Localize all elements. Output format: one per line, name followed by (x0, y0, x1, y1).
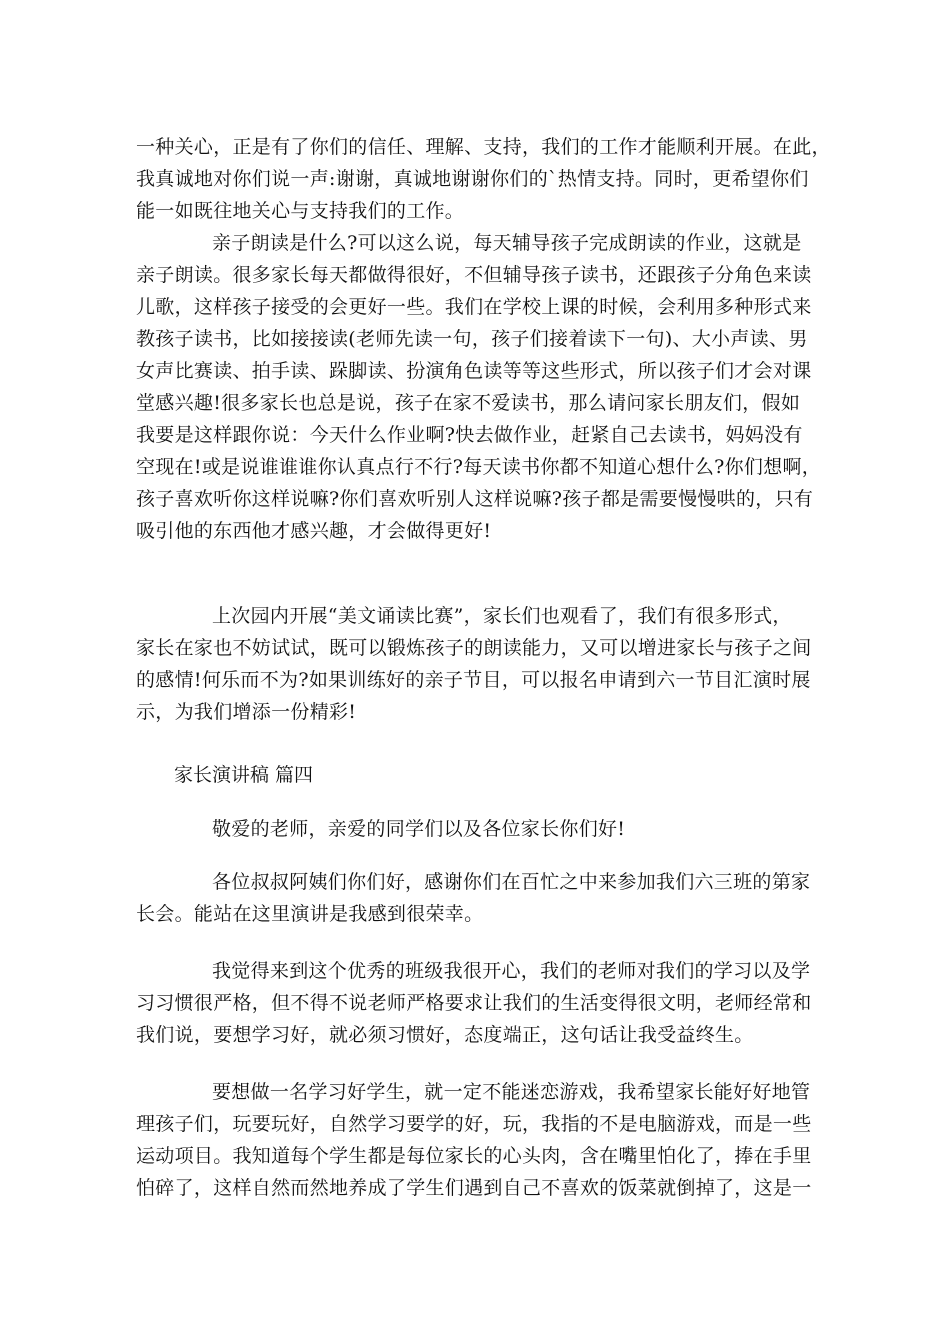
text-line: 敬爱的老师，亲爱的同学们以及各位家长你们好! (212, 818, 626, 840)
text-line: 习习惯很严格，但不得不说老师严格要求让我们的生活变得很文明，老师经常和 (136, 992, 812, 1014)
text-line: 教孩子读书，比如接接读(老师先读一句，孩子们接着读下一句)、大小声读、男 (136, 328, 808, 350)
text-line: 空现在!或是说谁谁谁你认真点行不行?每天读书你都不知道心想什么?你们想啊， (136, 456, 822, 478)
section-heading: 家长演讲稿 篇四 (174, 764, 314, 786)
text-line: 各位叔叔阿姨们你们好，感谢你们在百忙之中来参加我们六三班的第家 (212, 871, 811, 893)
text-line: 要想做一名学习好学生，就一定不能迷恋游戏，我希望家长能好好地管 (212, 1081, 811, 1103)
text-line: 我们说，要想学习好，就必须习惯好，态度端正，这句话让我受益终生。 (136, 1024, 754, 1046)
text-line: 亲子朗读。很多家长每天都做得很好，不但辅导孩子读书，还跟孩子分角色来读 (136, 264, 812, 286)
text-line: 女声比赛读、拍手读、跺脚读、扮演角色读等等这些形式，所以孩子们才会对课 (136, 360, 812, 382)
text-line: 的感情!何乐而不为?如果训练好的亲子节目，可以报名申请到六一节目汇演时展 (136, 669, 811, 691)
text-line: 上次园内开展“美文诵读比赛”，家长们也观看了，我们有很多形式， (212, 605, 792, 627)
text-line: 理孩子们，玩要玩好，自然学习要学的好，玩，我指的不是电脑游戏，而是一些 (136, 1113, 812, 1135)
text-line: 儿歌，这样孩子接受的会更好一些。我们在学校上课的时候，会利用多种形式来 (136, 296, 812, 318)
paragraph-recitation-contest (136, 600, 812, 728)
text-line: 示，为我们增添一份精彩! (136, 701, 357, 723)
text-line: 家长在家也不妨试试，既可以锻炼孩子的朗读能力，又可以增进家长与孩子之间 (136, 637, 812, 659)
paragraph-reading-intro (136, 227, 822, 547)
text-line: 亲子朗读是什么?可以这么说，每天辅导孩子完成朗读的作业，这就是 (212, 232, 802, 254)
text-line: 能一如既往地关心与支持我们的工作。 (136, 200, 465, 222)
text-line: 长会。能站在这里演讲是我感到很荣幸。 (136, 903, 484, 925)
text-line: 运动项目。我知道每个学生都是每位家长的心头肉，含在嘴里怕化了，捧在手里 (136, 1145, 812, 1167)
text-line: 我觉得来到这个优秀的班级我很开心，我们的老师对我们的学习以及学 (212, 960, 811, 982)
text-line: 我真诚地对你们说一声:谢谢，真诚地谢谢你们的`热情支持。同时，更希望你们 (136, 168, 809, 190)
text-line: 吸引他的东西他才感兴趣，才会做得更好! (136, 520, 492, 542)
paragraph-games-advice (136, 1076, 812, 1204)
text-line: 堂感兴趣!很多家长也总是说，孩子在家不爱读书，那么请问家长朋友们，假如 (136, 392, 801, 414)
text-line: 我要是这样跟你说：今天什么作业啊?快去做作业，赶紧自己去读书，妈妈没有 (136, 424, 803, 446)
text-line: 怕碎了，这样自然而然地养成了学生们遇到自己不喜欢的饭菜就倒掉了，这是一 (136, 1177, 812, 1199)
paragraph-continuation (136, 131, 831, 227)
text-line: 一种关心，正是有了你们的信任、理解、支持，我们的工作才能顺利开展。在此， (136, 136, 831, 158)
paragraph-greeting (136, 813, 812, 845)
paragraph-thanks (136, 866, 812, 930)
paragraph-class-habits (136, 955, 812, 1051)
text-line: 孩子喜欢听你这样说嘛?你们喜欢听别人这样说嘛?孩子都是需要慢慢哄的，只有 (136, 488, 814, 510)
